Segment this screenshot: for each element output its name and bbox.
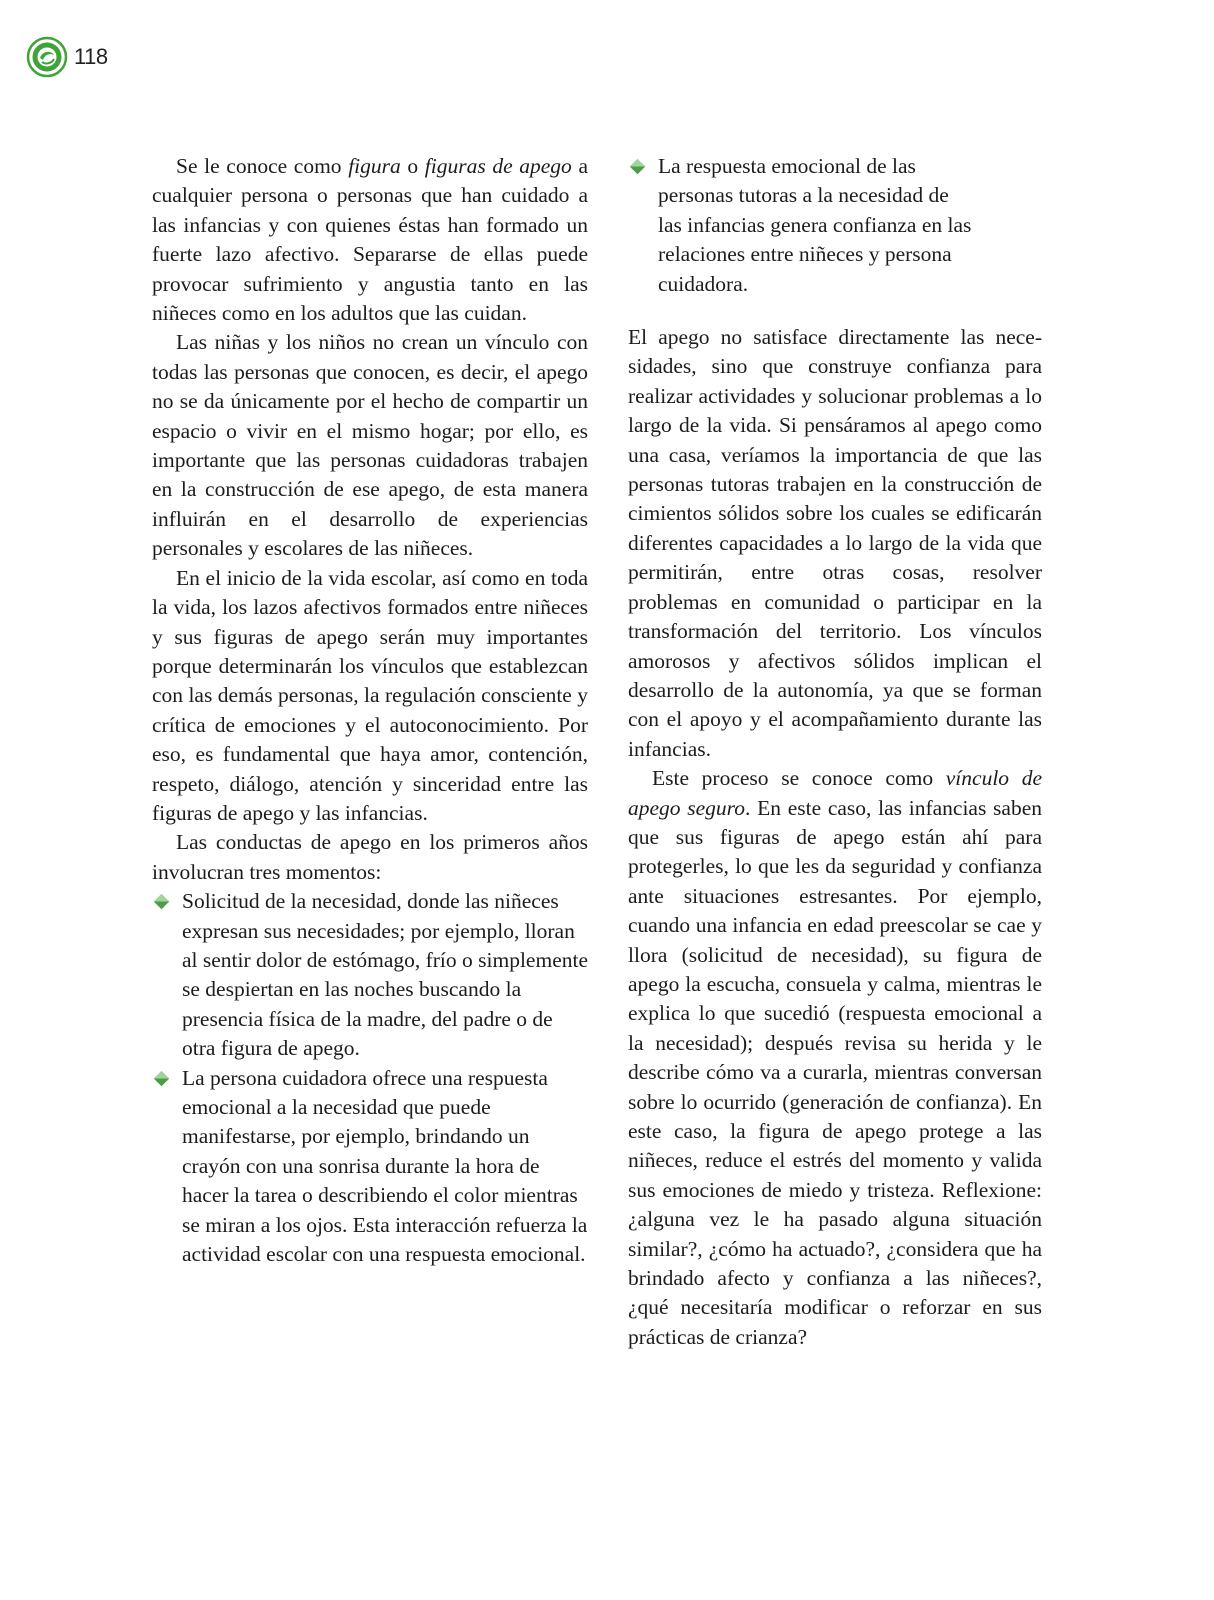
text: . En este caso, las infancias saben que sus figuras de apego están ahí para protegerles, lo que les da seguridad y confianza ante situaciones estresantes. Por ejemplo, cuando una infancia en edad preescolar se cae y llora (solicitud de necesidad), su figura de apego la escucha, consuela y calma, mientras le explica lo que sucedió (respuesta emocional a la necesidad); después revisa su herida y le describe cómo va a curarla, mientras conversan sobre lo ocurrido (generación de confianza). En este caso, la figura de apego protege a las niñeces, reduce el estrés del momento y valida sus emociones de miedo y tristeza. Reflexione: ¿alguna vez le ha pasado alguna situación similar?, ¿cómo ha actuado?, ¿considera que ha brindado afecto y confianza a las niñeces?, ¿qué necesitaría modificar o reforzar en sus prácticas de crianza? (628, 795, 1042, 1349)
text: Se le conoce como (176, 154, 349, 178)
diamond-bullet-icon (154, 894, 170, 910)
list-item (152, 1064, 588, 1270)
paragraph-school-life: En el inicio de la vida escolar, así como en toda la vida, los lazos afectivos formados entre niñeces y sus figuras de apego serán muy importantes porque determinarán los vínculos que establezcan con las demás personas, la regulación consciente y crítica de emociones y el autoconocimiento. Por eso, es fundamental que haya amor, contención, respeto, diálogo, atención y sinceridad entre las figuras de apego y las infancias. (152, 565, 588, 825)
paragraph-attachment-behaviors: Las conductas de apego en los primeros años involucran tres momentos: (152, 830, 588, 884)
moments-list (152, 887, 588, 1269)
green-emblem-icon (26, 36, 68, 78)
paragraph-bond-construction: Las niñas y los niños no crean un vínculo con todas las personas que conocen, es decir, el apego no se da únicamente por el hecho de compartir un espacio o vivir en el mismo hogar; por ello, es importante que las personas cuidadoras trabajen en la construcción de ese apego, de esta manera influirán en el desarrollo de experiencias personales y escolares de las niñeces. (152, 330, 588, 561)
emphasis-figuras-de-apego: figuras de apego (424, 154, 572, 178)
right-column (628, 152, 1042, 1352)
left-column (152, 152, 588, 1269)
text: o (400, 154, 425, 178)
moments-list-continued (628, 152, 1042, 299)
text: Este proceso se conoce como (652, 766, 946, 791)
paragraph-secure-attachment (628, 764, 1042, 1352)
emphasis-vinculo-apego-seguro: vínculo de apego seguro (628, 766, 1043, 820)
list-item-text: La respuesta emocional de las personas tutoras a la necesidad de las infancias genera confianza en las relaciones entre niñeces y persona cuidadora. (658, 154, 972, 296)
list-item (628, 152, 1042, 299)
emphasis-figura: figura (348, 154, 401, 178)
paragraph-attachment-figure (152, 152, 588, 328)
page-header (26, 36, 108, 78)
list-item (152, 887, 588, 1063)
list-item-text: La persona cuidadora ofrece una respuesta emocional a la necesidad que puede manifestarse, por ejemplo, brindando un crayón con una sonrisa durante la hora de hacer la tarea o describiendo el color mientras se miran a los ojos. Esta interacción refuerza la actividad escolar con una respuesta emocional. (182, 1065, 588, 1267)
page-number: 118 (74, 44, 108, 69)
text: a cualquier persona o personas que han cuidado a las infancias y con quienes éstas han formado un fuerte lazo afectivo. Separarse de ellas puede provocar sufrimiento y angustia tanto en las niñeces como en los adultos que las cuidan. (152, 154, 588, 326)
diamond-bullet-icon (154, 1070, 170, 1086)
list-item-text: Solicitud de la necesidad, donde las niñeces expresan sus necesidades; por ejemplo, lloran al sentir dolor de estómago, frío o simplemente se despiertan en las noches buscando la presencia física de la madre, del padre o de otra figura de apego. (182, 889, 589, 1061)
diamond-bullet-icon (630, 159, 646, 175)
paragraph-trust-building: El apego no satisface directamente las necesidades, sino que construye confianza para realizar actividades y solucionar problemas a lo largo de la vida. Si pensáramos al apego como una casa, veríamos la importancia de que las personas tutoras trabajen en la construcción de cimientos sólidos sobre los cuales se edificarán diferentes capacidades a lo largo de la vida que permitirán, entre otras cosas, resolver problemas en comunidad o participar en la transformación del territorio. Los vínculos amorosos y afectivos sólidos implican el desarrollo de la autonomía, ya que se forman con el apoyo y el acompañamiento durante las infancias. (628, 325, 1042, 761)
